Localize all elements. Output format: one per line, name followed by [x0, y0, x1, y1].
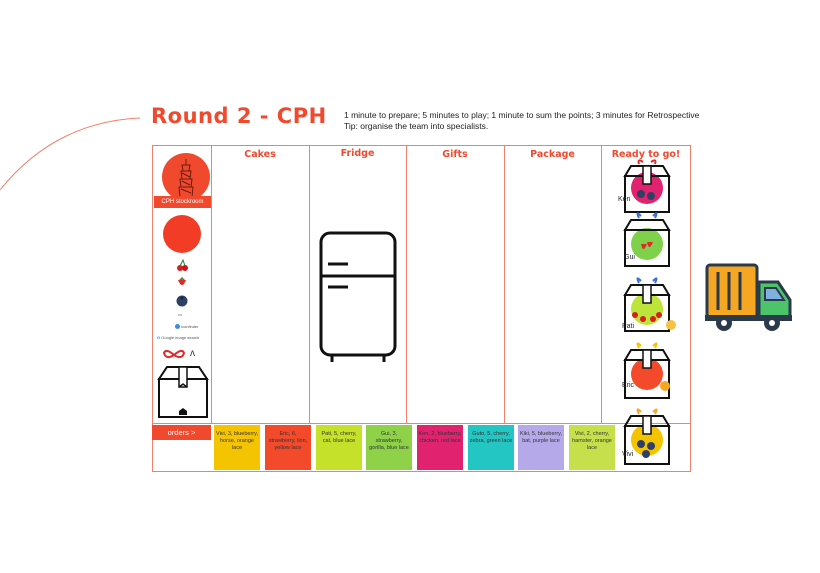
column-divider	[309, 145, 310, 423]
gift-box-icon	[621, 340, 677, 400]
gift-box-icon	[621, 158, 673, 214]
column-divider	[504, 145, 505, 423]
google-icon: G	[157, 335, 161, 340]
iconfinder-icon	[175, 324, 180, 329]
stockroom-label: CPH stockroom	[154, 196, 211, 208]
column-header-fridge: Fridge	[340, 148, 375, 159]
order-note[interactable]	[518, 425, 564, 470]
orders-row-divider	[152, 423, 691, 424]
instructions-line-2: Tip: organise the team into specialists.	[344, 121, 489, 131]
truck-icon[interactable]	[704, 260, 794, 339]
more-dots: •••	[178, 312, 183, 317]
tower-icon	[162, 153, 210, 201]
order-note-text: Pati, 5, cherry, cat, blue lace	[321, 431, 357, 444]
instructions	[344, 110, 699, 132]
order-note[interactable]	[366, 425, 412, 470]
instructions-line-1: 1 minute to prepare; 5 minutes to play; 1 minute to sum the points; 3 minutes for Retrospective	[344, 110, 700, 120]
blueberry-icon[interactable]	[175, 294, 189, 313]
column-header-gifts: Gifts	[442, 149, 468, 160]
gift-box[interactable]	[621, 210, 673, 273]
strawberry-icon[interactable]	[175, 275, 189, 294]
gift-name: Pati	[622, 323, 635, 330]
order-note-text: Vivi, 3, blueberry, horse, orange lace	[216, 431, 258, 451]
order-note[interactable]	[468, 425, 514, 470]
gift-name: Gui	[624, 254, 635, 261]
gift-name: Ken	[618, 196, 631, 203]
orders-label: orders >	[152, 425, 211, 440]
lace-icon[interactable]: ʌ	[190, 348, 195, 359]
page-title: Round 2 - CPH	[151, 104, 327, 128]
box-icon[interactable]	[157, 365, 209, 424]
order-note[interactable]	[265, 425, 311, 470]
order-note-text: Ken, 2, blueberry, chicken, red lace	[418, 431, 462, 444]
column-header-package: Package	[530, 149, 575, 160]
red-circle-token[interactable]	[163, 215, 201, 253]
order-note-text: Kiki, 5, blueberry, bat, purple lace	[519, 431, 563, 444]
column-divider	[211, 145, 212, 423]
order-note[interactable]	[417, 425, 463, 470]
stockroom-logo[interactable]	[162, 153, 210, 201]
iconfinder-label: iconfinder	[181, 324, 199, 329]
order-note-text: Gui, 3, strawberry, gorilla, blue lace	[369, 431, 409, 451]
column-divider	[406, 145, 407, 423]
column-header-cakes: Cakes	[244, 149, 276, 160]
gift-name: Vivi	[622, 451, 634, 458]
google-search-link[interactable]	[157, 335, 199, 340]
iconfinder-link[interactable]	[175, 324, 198, 329]
google-search-label: Google image search	[161, 335, 200, 340]
gift-box[interactable]	[621, 340, 673, 405]
order-note-text: Eric, 6, strawberry, lion, yellow lace	[268, 431, 308, 451]
order-note[interactable]	[316, 425, 362, 470]
column-divider	[601, 145, 602, 423]
order-note[interactable]	[214, 425, 260, 470]
fridge-icon[interactable]	[318, 230, 398, 369]
gift-box[interactable]	[621, 275, 673, 338]
gift-name: Eric	[622, 382, 635, 389]
order-note[interactable]	[569, 425, 615, 470]
gift-box[interactable]	[621, 404, 673, 471]
order-note-text: Vivi, 2, cherry, hamster, orange lace	[572, 431, 612, 451]
column-header-ready: Ready to go!	[611, 149, 681, 160]
order-note-text: Guto, 5, cherry, zebra, green lace	[469, 431, 513, 444]
